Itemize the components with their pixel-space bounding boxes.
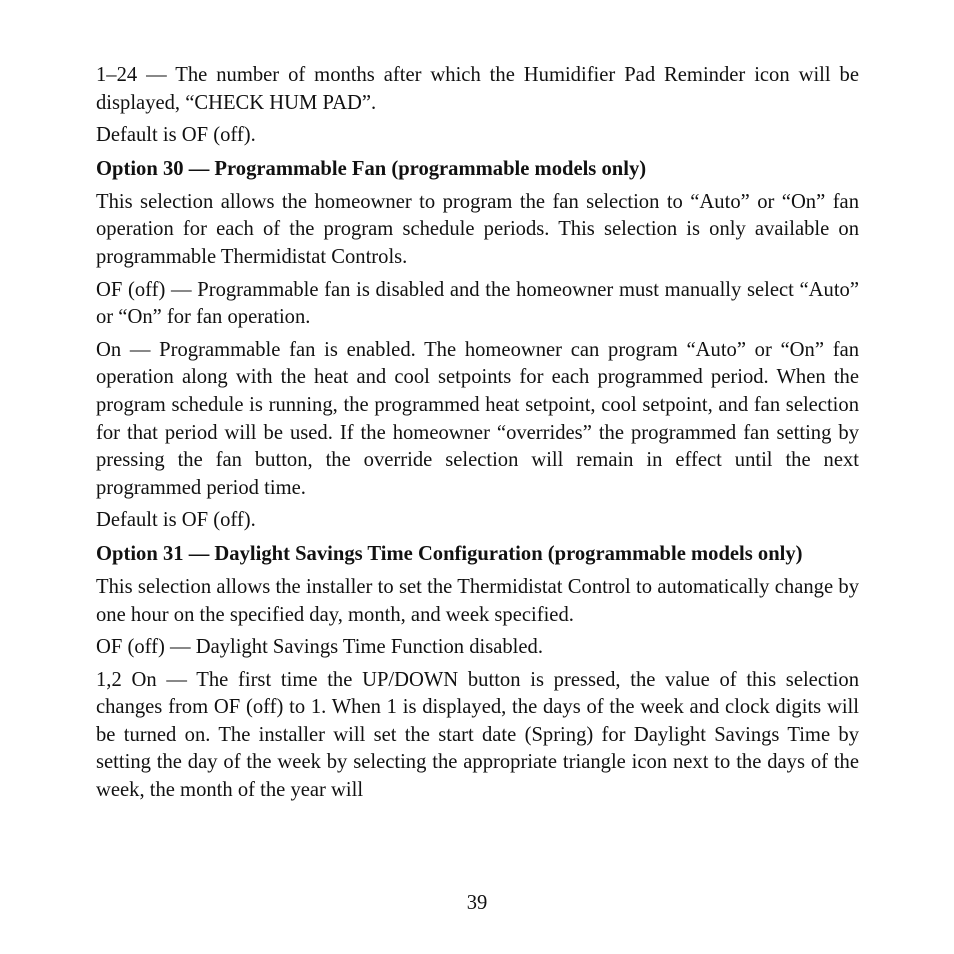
option-31-off-paragraph: OF (off) — Daylight Savings Time Function disabled. [96,636,543,659]
option-31-heading: Option 31 — Daylight Savings Time Configuration (programmable models only) [96,542,803,565]
option-30-on-paragraph: On — Programmable fan is enabled. The homeowner can program “Auto” or “On” fan operation along with the heat and cool setpoints for each programmed period. When the program schedule is running, the programmed heat setpoint, cool setpoint, and fan selection for that period will be used. If the homeowner “overrides” the programmed fan setting by pressing the fan button, the override selection will remain in effect until the next programmed period time. [96,338,859,499]
humidifier-pad-range-paragraph: 1–24 — The number of months after which the Humidifier Pad Reminder icon will be displayed, “CHECK HUM PAD”. [96,64,859,114]
option-31-on-paragraph: 1,2 On — The first time the UP/DOWN button is pressed, the value of this selection changes from OF (off) to 1. When 1 is displayed, the days of the week and clock digits will be turned on. The installer will set the start date (Spring) for Daylight Savings Time by setting the day of the week by selecting the appropriate triangle icon next to the days of the week, the month of the year will [96,668,859,802]
page-number: 39 [466,892,488,914]
document-body [96,62,859,810]
option-31-description: This selection allows the installer to set the Thermidistat Control to automatically change by one hour on the specified day, month, and week specified. [96,575,859,626]
option-29-default-paragraph: Default is OF (off). [96,124,256,147]
option-30-default-paragraph: Default is OF (off). [96,509,256,532]
option-30-off-paragraph: OF (off) — Programmable fan is disabled and the homeowner must manually select “Auto” or “On” for fan operation. [96,278,859,329]
option-30-description: This selection allows the homeowner to program the fan selection to “Auto” or “On” fan operation for each of the program schedule periods. This selection is only available on programmable Thermidistat Controls. [96,190,859,268]
option-30-heading: Option 30 — Programmable Fan (programmable models only) [96,157,647,180]
